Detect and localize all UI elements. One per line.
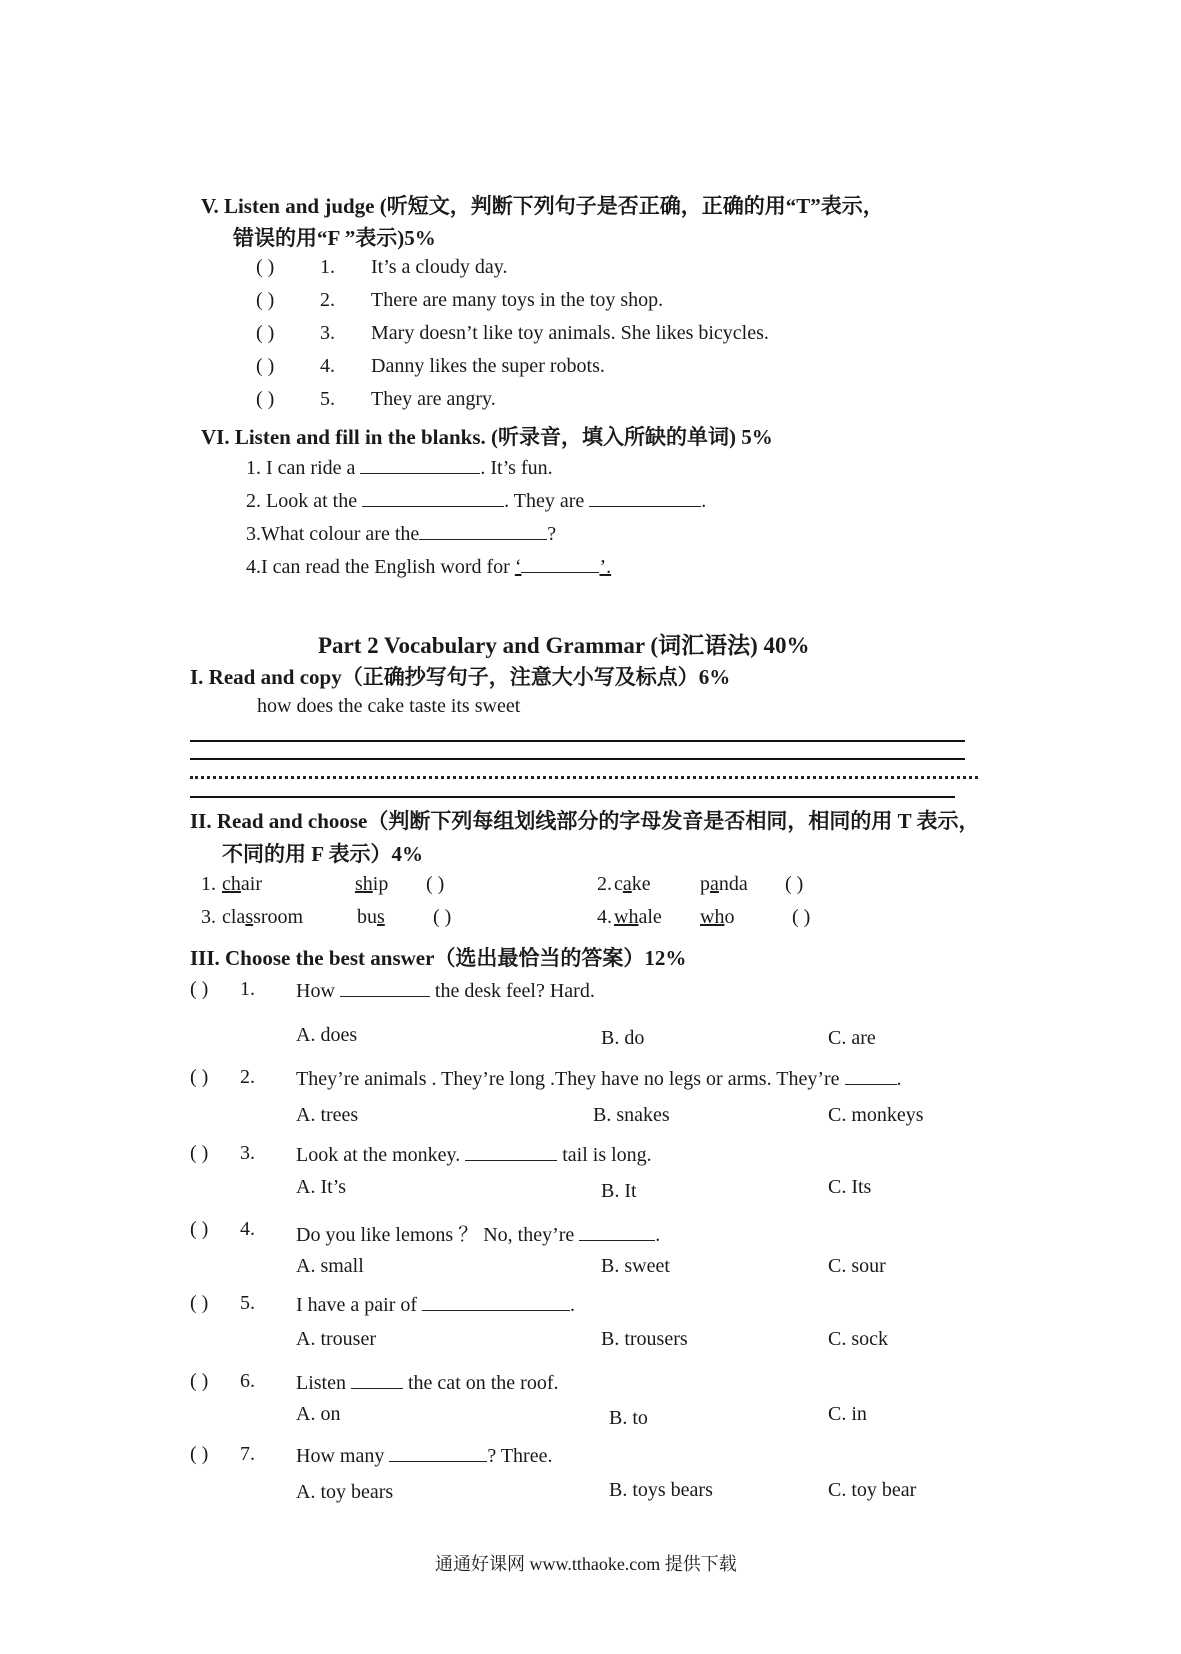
mc-option-a[interactable]: A. does [296,1024,358,1046]
fill-blank[interactable] [589,488,701,507]
mc-question: Look at the monkey. tail is long. [296,1144,652,1166]
fill-blank[interactable] [362,488,504,507]
section5-item-text: It’s a cloudy day. [371,256,508,278]
section5-item-paren: ( ) [256,388,275,410]
mc-answer-paren[interactable]: ( ) [190,1292,209,1314]
fill-line-1 [246,455,553,480]
mc-option-b[interactable]: B. sweet [601,1255,670,1277]
footer-credit: 通通好课网 www.tthaoke.com 提供下载 [435,1554,737,1574]
mc-option-b[interactable]: B. toys bears [609,1479,713,1501]
mc-blank [579,1222,655,1241]
mc-option-c[interactable]: C. monkeys [828,1104,924,1126]
mc-num: 5. [240,1292,255,1314]
mc-option-b[interactable]: B. do [601,1027,645,1049]
mc-question: Do you like lemons ？ No, they’re . [296,1224,661,1246]
phonics-num: 1. [201,873,216,895]
fill-blank[interactable] [419,521,547,540]
phonics-word: ship [355,873,389,895]
mc-num: 3. [240,1142,255,1164]
part2-title: Part 2 Vocabulary and Grammar (词汇语法) 40% [318,633,810,658]
section5-item-text: Danny likes the super robots. [371,355,605,377]
fill-line-2-end: . [701,490,707,512]
phonics-answer-paren[interactable]: ( ) [792,906,811,928]
mc-answer-paren[interactable]: ( ) [190,1142,209,1164]
fill-line-3-end: ? [547,523,557,545]
section5-item-num: 2. [320,289,335,311]
section5-item-num: 3. [320,322,335,344]
mc-answer-paren[interactable]: ( ) [190,978,209,1000]
mc-option-a[interactable]: A. It’s [296,1176,346,1198]
mc-question: How the desk feel? Hard. [296,980,595,1002]
phonics-word: whale [614,906,662,928]
fill-line-3 [246,521,556,546]
section5-item-num: 5. [320,388,335,410]
mc-blank [465,1142,557,1161]
phonics-word: classroom [222,906,304,928]
fill-line-2 [246,488,706,513]
phonics-word: who [700,906,735,928]
fill-line-1-text: 1. I can ride a [246,457,356,479]
mc-num: 6. [240,1370,255,1392]
mc-option-b[interactable]: B. trousers [601,1328,688,1350]
mc-option-a[interactable]: A. small [296,1255,364,1277]
fill-line-4-quote-open: ‘ [514,556,522,578]
phonics-num: 3. [201,906,216,928]
mc-blank [422,1292,570,1311]
section5-item-text: They are angry. [371,388,496,410]
mc-option-b[interactable]: B. to [609,1407,648,1429]
phonics-word: cake [614,873,651,895]
copy-dotted-line[interactable] [190,776,978,779]
section5-item-paren: ( ) [256,355,275,377]
fill-line-2-mid: . They are [504,490,585,512]
section5-item-paren: ( ) [256,289,275,311]
phonics-word: chair [222,873,262,895]
mc-option-c[interactable]: C. sour [828,1255,886,1277]
mc-option-c[interactable]: C. Its [828,1176,872,1198]
phonics-answer-paren[interactable]: ( ) [785,873,804,895]
fill-line-1-end: . It’s fun. [480,457,553,479]
phonics-word: panda [700,873,748,895]
mc-option-a[interactable]: A. toy bears [296,1481,394,1503]
mc-option-a[interactable]: A. on [296,1403,341,1425]
fill-blank[interactable] [360,455,480,474]
sectionI-title: I. Read and copy（正确抄写句子，注意大小写及标点）6% [190,665,731,689]
mc-answer-paren[interactable]: ( ) [190,1370,209,1392]
mc-option-b[interactable]: B. It [601,1180,637,1202]
mc-num: 2. [240,1066,255,1088]
mc-num: 7. [240,1443,255,1465]
sectionIII-title: III. Choose the best answer（选出最恰当的答案）12% [190,946,687,970]
phonics-answer-paren[interactable]: ( ) [433,906,452,928]
copy-line[interactable] [190,796,955,798]
fill-line-4-quote-close: ’. [599,556,612,578]
phonics-num: 4. [597,906,612,928]
mc-num: 4. [240,1218,255,1240]
section5-item-num: 4. [320,355,335,377]
section5-title-line2: 错误的用“F ”表示)5% [233,226,436,250]
sectionII-title-line1: II. Read and choose（判断下列每组划线部分的字母发音是否相同，相同的用 T 表示， [190,809,980,833]
section5-item-num: 1. [320,256,335,278]
copy-line[interactable] [190,758,965,760]
mc-answer-paren[interactable]: ( ) [190,1443,209,1465]
section5-item-text: Mary doesn’t like toy animals. She likes bicycles. [371,322,769,344]
sectionII-title-line2: 不同的用 F 表示）4% [222,842,424,866]
copy-sentence: how does the cake taste its sweet [257,695,521,717]
section5-title-line1: V. Listen and judge (听短文，判断下列句子是否正确，正确的用“T”表示， [201,194,884,218]
mc-question: Listen the cat on the roof. [296,1372,559,1394]
section6-title: VI. Listen and fill in the blanks. (听录音，填入所缺的单词) 5% [201,425,773,449]
mc-blank [389,1443,487,1462]
mc-question: How many ? Three. [296,1445,553,1467]
section5-item-paren: ( ) [256,322,275,344]
phonics-word: bus [357,906,385,928]
section5-item-text: There are many toys in the toy shop. [371,289,664,311]
copy-line[interactable] [190,740,965,742]
fill-line-4-text: 4.I can read the English word for [246,556,510,578]
mc-option-a[interactable]: A. trouser [296,1328,376,1350]
fill-line-2-text: 2. Look at the [246,490,358,512]
section5-item-paren: ( ) [256,256,275,278]
fill-line-3-text: 3.What colour are the [246,523,420,545]
mc-option-c[interactable]: C. in [828,1403,867,1425]
mc-question: I have a pair of . [296,1294,576,1316]
mc-num: 1. [240,978,255,1000]
mc-blank [845,1066,897,1085]
phonics-num: 2. [597,873,612,895]
mc-option-a[interactable]: A. trees [296,1104,359,1126]
mc-blank [340,978,430,997]
mc-option-c[interactable]: C. sock [828,1328,888,1350]
mc-answer-paren[interactable]: ( ) [190,1066,209,1088]
mc-option-c[interactable]: C. are [828,1027,876,1049]
phonics-answer-paren[interactable]: ( ) [426,873,445,895]
mc-option-b[interactable]: B. snakes [593,1104,670,1126]
mc-question: They’re animals . They’re long .They have no legs or arms. They’re . [296,1068,902,1090]
mc-answer-paren[interactable]: ( ) [190,1218,209,1240]
fill-line-4 [246,554,611,579]
mc-blank [351,1370,403,1389]
mc-option-c[interactable]: C. toy bear [828,1479,917,1501]
fill-blank[interactable] [521,554,599,573]
